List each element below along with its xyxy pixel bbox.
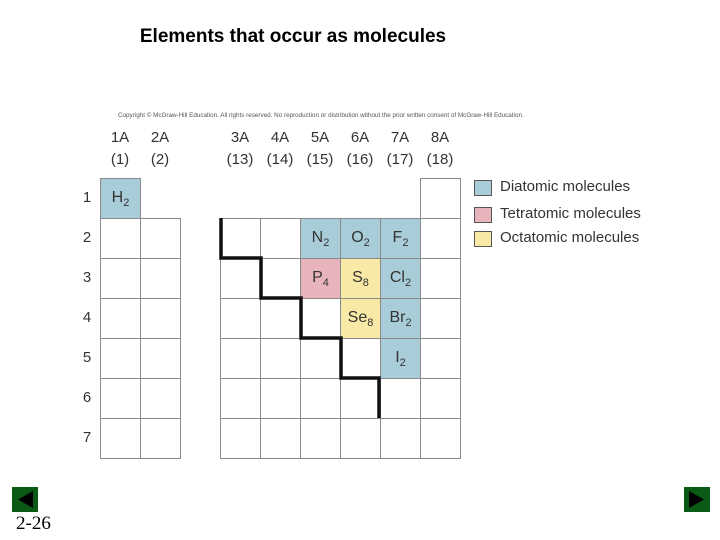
group-number: (2) bbox=[150, 151, 170, 168]
group-number: (1) bbox=[110, 151, 130, 168]
group-label: 6A bbox=[350, 129, 370, 146]
element-symbol: $Cl_2$ bbox=[389, 269, 412, 290]
group-label: 8A bbox=[430, 129, 450, 146]
group-label: 2A bbox=[150, 129, 170, 146]
group-label: 3A bbox=[230, 129, 250, 146]
legend-swatch bbox=[474, 231, 492, 247]
triangle-left-icon bbox=[12, 487, 38, 512]
element-symbol: $N_2$ bbox=[311, 229, 330, 250]
element-symbol: $O_2$ bbox=[351, 229, 370, 250]
period-label: 2 bbox=[82, 229, 92, 246]
next-slide-button[interactable] bbox=[684, 487, 710, 512]
element-symbol: $S_8$ bbox=[352, 269, 369, 290]
element-symbol: $Br_2$ bbox=[389, 309, 412, 330]
legend-label: Octatomic molecules bbox=[500, 229, 640, 246]
period-label: 1 bbox=[82, 189, 92, 206]
legend-swatch bbox=[474, 180, 492, 196]
slide-title: Elements that occur as molecules bbox=[139, 26, 447, 47]
element-symbol: $H_2$ bbox=[111, 189, 130, 210]
group-number: (14) bbox=[266, 151, 294, 168]
legend-swatch bbox=[474, 207, 492, 223]
slide-number: 2-26 bbox=[16, 513, 51, 534]
staircase-line bbox=[221, 218, 379, 418]
group-number: (16) bbox=[346, 151, 374, 168]
period-label: 7 bbox=[82, 429, 92, 446]
group-label: 4A bbox=[270, 129, 290, 146]
group-label: 7A bbox=[390, 129, 410, 146]
group-label: 5A bbox=[310, 129, 330, 146]
legend-label: Tetratomic molecules bbox=[500, 205, 641, 222]
element-symbol: $I_2$ bbox=[395, 349, 406, 370]
group-number: (17) bbox=[386, 151, 414, 168]
group-number: (13) bbox=[226, 151, 254, 168]
group-number: (15) bbox=[306, 151, 334, 168]
group-label: 1A bbox=[110, 129, 130, 146]
period-label: 3 bbox=[82, 269, 92, 286]
legend-label: Diatomic molecules bbox=[500, 178, 631, 195]
period-label: 5 bbox=[82, 349, 92, 366]
element-symbol: $Se_8$ bbox=[347, 309, 374, 330]
element-symbol: $F_2$ bbox=[392, 229, 409, 250]
previous-slide-button[interactable] bbox=[12, 487, 38, 512]
group-number: (18) bbox=[426, 151, 454, 168]
period-label: 6 bbox=[82, 389, 92, 406]
triangle-right-icon bbox=[684, 487, 710, 512]
element-symbol: $P_4$ bbox=[312, 269, 329, 290]
period-label: 4 bbox=[82, 309, 92, 326]
copyright-notice: Copyright © McGraw-Hill Education. All rights reserved. No reproduction or distribution without the prior written consent of McGraw-Hill Education. bbox=[118, 112, 524, 119]
